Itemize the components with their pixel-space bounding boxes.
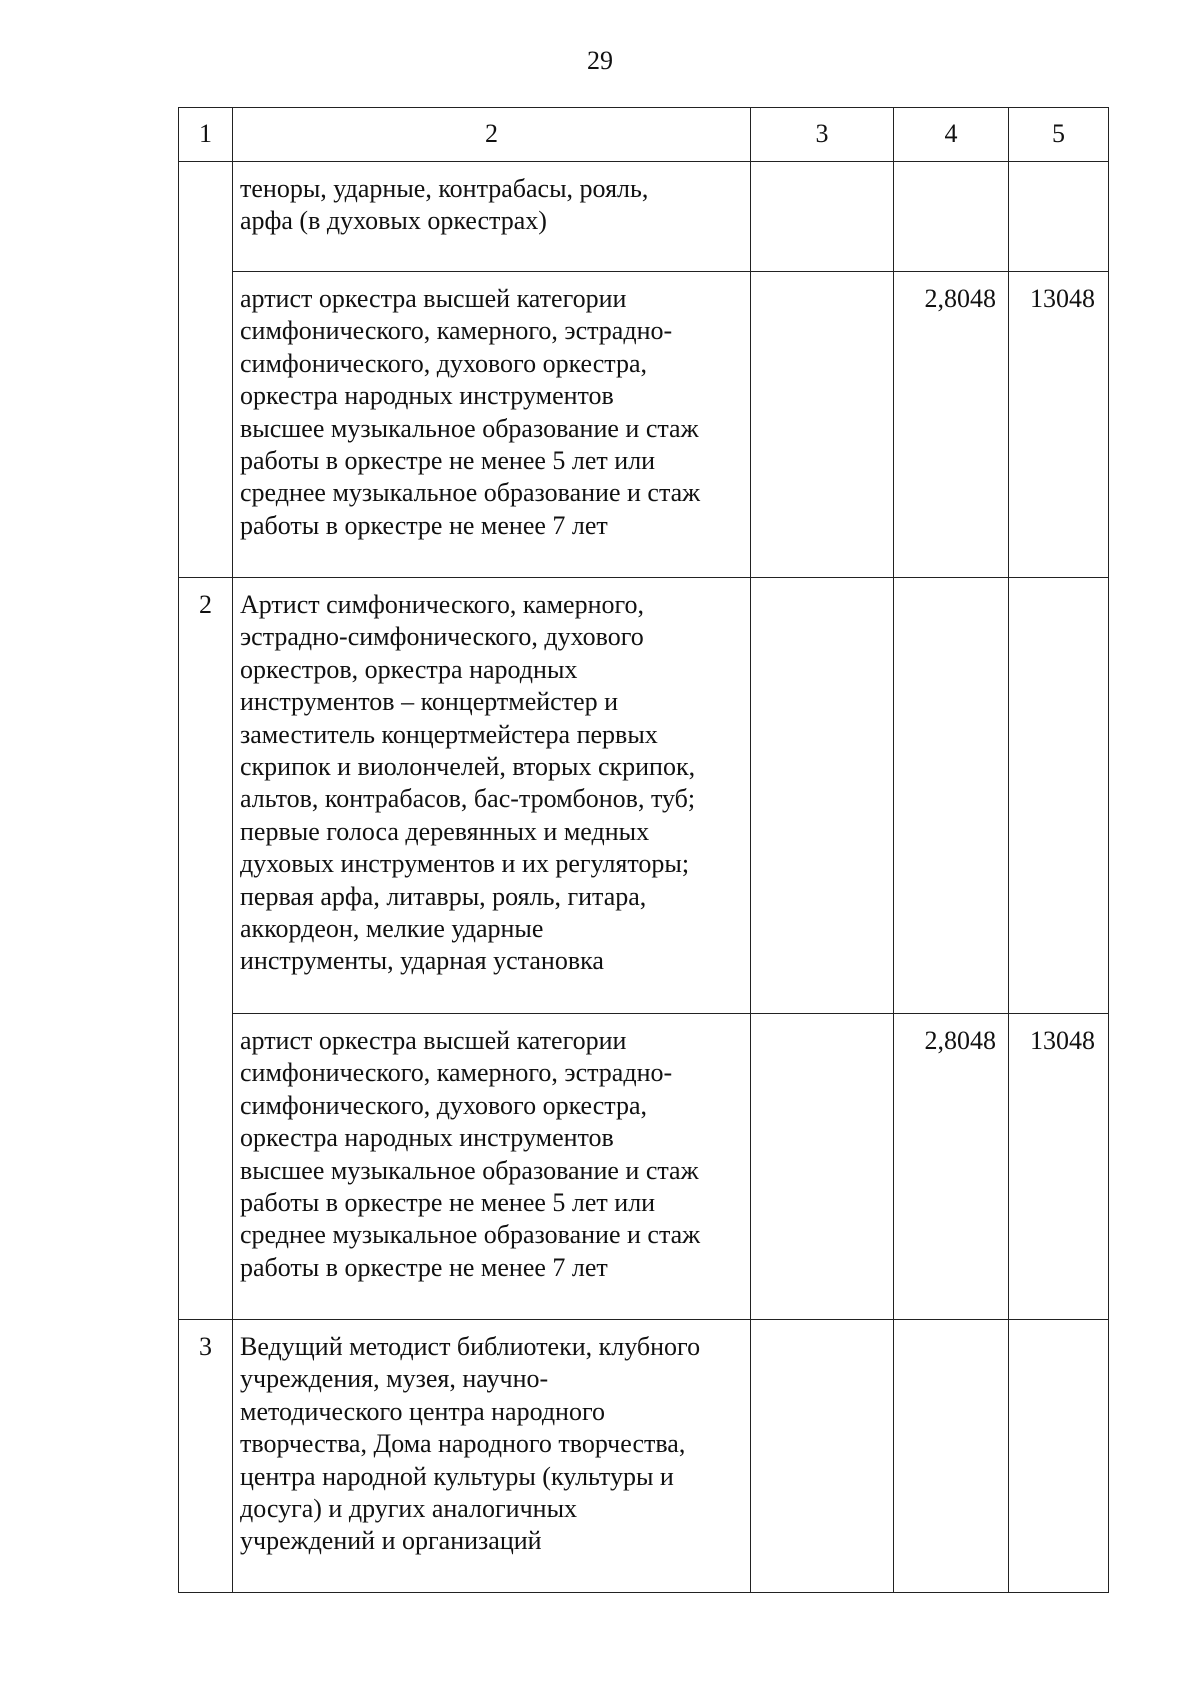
description-line: творчества, Дома народного творчества, bbox=[240, 1429, 686, 1459]
description-line: Ведущий методист библиотеки, клубного bbox=[240, 1332, 701, 1361]
description-line: центра народной культуры (культуры и bbox=[240, 1461, 674, 1491]
description-line: симфонического, духового оркестра, bbox=[240, 1090, 647, 1120]
description-line: работы в оркестре не менее 7 лет bbox=[240, 1252, 608, 1282]
description-line: аккордеон, мелкие ударные bbox=[240, 914, 544, 944]
salary-cell: 13048 bbox=[1009, 272, 1109, 578]
coefficient-cell bbox=[894, 162, 1009, 272]
description-line: Артист симфонического, камерного, bbox=[240, 590, 645, 619]
row-number: 3 bbox=[179, 1320, 233, 1593]
description-line: среднее музыкальное образование и стаж bbox=[240, 478, 701, 508]
salary-cell bbox=[1009, 162, 1109, 272]
coefficient-cell: 2,8048 bbox=[894, 1014, 1009, 1320]
description-line: артист оркестра высшей категории bbox=[240, 1026, 627, 1055]
position-description bbox=[233, 162, 751, 272]
position-description bbox=[233, 272, 751, 578]
table-row bbox=[179, 272, 1109, 578]
position-description bbox=[233, 1320, 751, 1593]
position-description bbox=[233, 578, 751, 1014]
description-line: среднее музыкальное образование и стаж bbox=[240, 1220, 701, 1250]
description-line: досуга) и других аналогичных bbox=[240, 1494, 578, 1524]
description-line: учреждения, музея, научно- bbox=[240, 1364, 549, 1394]
table-header-row bbox=[179, 108, 1109, 162]
description-line: первая арфа, литавры, рояль, гитара, bbox=[240, 881, 647, 911]
description-line: оркестра народных инструментов bbox=[240, 1123, 614, 1153]
description-line: эстрадно-симфонического, духового bbox=[240, 622, 644, 652]
description-line: оркестра народных инструментов bbox=[240, 381, 614, 411]
description-line: симфонического, камерного, эстрадно- bbox=[240, 316, 673, 346]
header-col-2: 2 bbox=[233, 108, 751, 162]
description-line: работы в оркестре не менее 5 лет или bbox=[240, 1188, 656, 1218]
header-col-4: 4 bbox=[894, 108, 1009, 162]
table-row bbox=[179, 578, 1109, 1014]
row-number bbox=[179, 162, 233, 578]
coefficient-cell bbox=[894, 578, 1009, 1014]
description-line: оркестров, оркестра народных bbox=[240, 654, 578, 684]
col3-cell bbox=[751, 272, 894, 578]
description-line: заместитель концертмейстера первых bbox=[240, 719, 658, 749]
salary-cell bbox=[1009, 1320, 1109, 1593]
table-row bbox=[179, 1320, 1109, 1593]
header-col-5: 5 bbox=[1009, 108, 1109, 162]
col3-cell bbox=[751, 162, 894, 272]
table-row bbox=[179, 1014, 1109, 1320]
description-line: первые голоса деревянных и медных bbox=[240, 816, 650, 846]
description-line: высшее музыкальное образование и стаж bbox=[240, 413, 699, 443]
header-col-1: 1 bbox=[179, 108, 233, 162]
description-line: высшее музыкальное образование и стаж bbox=[240, 1155, 699, 1185]
col3-cell bbox=[751, 1014, 894, 1320]
header-col-3: 3 bbox=[751, 108, 894, 162]
description-line: теноры, ударные, контрабасы, рояль, bbox=[240, 174, 649, 203]
description-line: инструментов – концертмейстер и bbox=[240, 687, 619, 717]
description-line: учреждений и организаций bbox=[240, 1526, 542, 1556]
description-line: работы в оркестре не менее 5 лет или bbox=[240, 446, 656, 476]
description-line: симфонического, камерного, эстрадно- bbox=[240, 1058, 673, 1088]
description-line: артист оркестра высшей категории bbox=[240, 284, 627, 313]
description-line: духовых инструментов и их регуляторы; bbox=[240, 849, 690, 879]
salary-cell: 13048 bbox=[1009, 1014, 1109, 1320]
description-line: методического центра народного bbox=[240, 1396, 605, 1426]
col3-cell bbox=[751, 578, 894, 1014]
description-line: работы в оркестре не менее 7 лет bbox=[240, 510, 608, 540]
coefficient-cell bbox=[894, 1320, 1009, 1593]
table-row bbox=[179, 162, 1109, 272]
page-number: 29 bbox=[587, 46, 613, 75]
salary-cell bbox=[1009, 578, 1109, 1014]
position-description bbox=[233, 1014, 751, 1320]
col3-cell bbox=[751, 1320, 894, 1593]
salary-table bbox=[178, 107, 1109, 1593]
description-line: симфонического, духового оркестра, bbox=[240, 348, 647, 378]
row-number: 2 bbox=[179, 578, 233, 1320]
description-line: инструменты, ударная установка bbox=[240, 946, 604, 976]
description-line: арфа (в духовых оркестрах) bbox=[240, 206, 547, 236]
coefficient-cell: 2,8048 bbox=[894, 272, 1009, 578]
description-line: альтов, контрабасов, бас-тромбонов, туб; bbox=[240, 784, 696, 814]
description-line: скрипок и виолончелей, вторых скрипок, bbox=[240, 752, 696, 782]
